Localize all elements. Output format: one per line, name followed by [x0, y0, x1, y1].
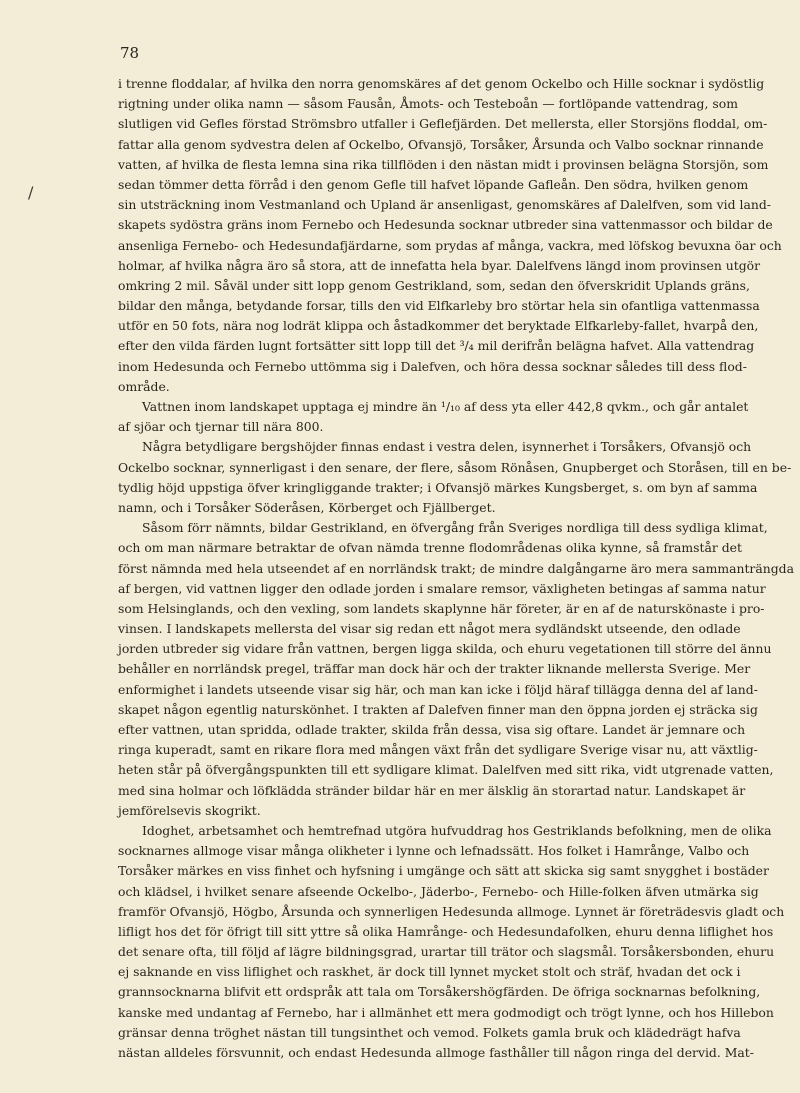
text-line: i trenne floddalar, af hvilka den norra genomskäres af det genom Ockelbo och Hille socknar i sydöstlig	[118, 76, 765, 91]
text-line: område.	[118, 378, 170, 394]
text-line: med sina holmar och löfklädda stränder bildar här en mer älsklig än storartad natur. Landskapet är	[118, 782, 746, 798]
text-line: socknarnes allmoge visar många olikheter i lynne och lefnadssätt. Hos folket i Hamrånge, Valbo och	[118, 843, 750, 859]
text-line: tydlig höjd uppstiga öfver kringliggande trakter; i Ofvansjö märkes Kungsberget, s. om byn af samma	[118, 479, 758, 495]
text-line: af sjöar och tjernar till nära 800.	[118, 419, 324, 435]
text-line: bildar den många, betydande forsar, tills den vid Elfkarleby bro störtar hela sin ofantliga vattenmassa	[118, 298, 760, 314]
text-line: gränsar denna tröghet nästan till tungsinthet och vemod. Folkets gamla bruk och klädedrägt hafva	[118, 1024, 741, 1040]
text-line: jemförelsevis skogrikt.	[118, 802, 261, 818]
margin-pencil-mark: /	[28, 183, 34, 202]
text-line: ansenliga Fernebo- och Hedesundafjärdarne, som prydas af många, vackra, med löfskog bevuxna öar och	[118, 237, 782, 253]
text-line: efter vattnen, utan spridda, odlade trakter, skilda från dessa, visa sig oftare. Landet är jemnare och	[118, 722, 746, 737]
text-line: Vattnen inom landskapet upptaga ej mindre än ¹/₁₀ af dess yta eller 442,8 qvkm., och går antalet	[142, 399, 749, 414]
text-line: jorden utbreder sig vidare från vattnen, bergen ligga skilda, och ehuru vegetationen till större del ännu	[118, 641, 772, 657]
text-line: enformighet i landets utseende visar sig här, och man kan icke i följd häraf tillägga denna del af land-	[118, 681, 758, 697]
text-line: nästan alldeles försvunnit, och endast Hedesunda allmoge fasthåller till någon ringa del dervid. Mat-	[118, 1045, 754, 1060]
text-line: skapets sydöstra gräns inom Fernebo och Hedesunda socknar utbreder sina vattenmassor och bildar de	[118, 217, 773, 233]
page-number: 78	[120, 44, 140, 62]
text-line: och klädsel, i hvilket senare afseende Ockelbo-, Jäderbo-, Fernebo- och Hille-folken äfven utmärka sig	[118, 883, 759, 899]
text-line: namn, och i Torsåker Söderåsen, Körberget och Fjällberget.	[118, 499, 496, 515]
text-line: grannsocknarna blifvit ett ordspråk att tala om Torsåkershögfärden. De öfriga socknarnas befolkning,	[118, 984, 761, 1000]
text-line: Idoghet, arbetsamhet och hemtrefnad utgöra hufvuddrag hos Gestriklands befolkning, men de olika	[142, 822, 772, 838]
text-line: kanske med undantag af Fernebo, har i allmänhet ett mera godmodigt och trögt lynne, och hos Hillebon	[118, 1004, 774, 1020]
body-text	[118, 74, 794, 1063]
text-line: slutligen vid Gefles förstad Strömsbro utfaller i Geflefjärden. Det mellersta, eller Storsjöns floddal, om-	[118, 116, 768, 132]
text-line: behåller en norrländsk pregel, träffar man dock här och der trakter liknande mellersta Sverige. Mer	[118, 661, 751, 677]
text-line: vatten, af hvilka de flesta lemna sina rika tillflöden i den nästan midt i provinsen belägna Storsjön, som	[118, 156, 769, 172]
text-line: efter den vilda färden lugnt fortsätter sitt lopp till det ³/₄ mil derifrån belägna hafvet. Alla vattendrag	[118, 338, 755, 354]
text-line: som Helsinglands, och den vexling, som landets skaplynne här företer, är en af de naturskönaste i pro-	[118, 600, 765, 616]
text-line: rigtning under olika namn — såsom Fausån, Åmots- och Testeboån — fortlöpande vattendrag, som	[118, 96, 738, 112]
text-line: utför en 50 fots, nära nog lodrät klippa och åstadkommer det beryktade Elfkarleby-fallet, hvarpå den,	[118, 318, 759, 334]
text-line: Några betydligare bergshöjder finnas endast i vestra delen, isynnerhet i Torsåkers, Ofvansjö och	[142, 439, 752, 455]
text-line: Ockelbo socknar, synnerligast i den senare, der flere, såsom Rönåsen, Gnupberget och Storåsen, till en be-	[118, 459, 792, 475]
text-line: sedan tömmer detta förråd i den genom Gefle till hafvet löpande Gafleån. Den södra, hvilken genom	[118, 176, 749, 192]
text-line: fattar alla genom sydvestra delen af Ockelbo, Ofvansjö, Torsåker, Årsunda och Valbo socknar rinnande	[118, 136, 764, 152]
text-line: först nämnda med hela utseendet af en norrländsk trakt; de mindre dalgångarne äro mera sammanträngda	[118, 560, 794, 576]
text-line: sin utsträckning inom Vestmanland och Upland är ansenligast, genomskäres af Dalelfven, som vid land-	[118, 197, 771, 213]
text-line: skapet någon egentlig naturskönhet. I trakten af Dalefven finner man den öppna jorden ej sträcka sig	[118, 701, 758, 717]
text-line: Såsom förr nämnts, bildar Gestrikland, en öfvergång från Sveriges nordliga till dess sydliga klimat,	[142, 520, 768, 536]
text-line: ej saknande en viss liflighet och raskhet, är dock till lynnet mycket stolt och sträf, hvadan det ock i	[118, 964, 741, 980]
text-line: framför Ofvansjö, Högbo, Årsunda och synnerligen Hedesunda allmoge. Lynnet är företrädesvis gladt och	[118, 903, 785, 919]
text-line: och om man närmare betraktar de ofvan nämda trenne flodområdenas olika kynne, så framstår det	[118, 540, 742, 556]
text-line: heten står på öfvergångspunkten till ett sydligare klimat. Dalelfven med sitt rika, vidt utgrenade vatten,	[118, 762, 774, 778]
text-line: ringa kuperadt, samt en rikare flora med mången växt från det sydligare Sverige visar nu, att växtlig-	[118, 742, 758, 758]
text-line: Torsåker märkes en viss finhet och hyfsning i umgänge och sätt att skicka sig samt snygghet i bostäder	[118, 863, 769, 879]
text-line: lifligt hos det för öfrigt till sitt yttre så olika Hamrånge- och Hedesundafolken, ehuru denna liflighet hos	[118, 923, 774, 939]
text-line: af bergen, vid vattnen ligger den odlade jorden i smalare remsor, växligheten betingas af samma natur	[118, 580, 766, 596]
text-line: vinsen. I landskapets mellersta del visar sig redan ett något mera sydländskt utseende, den odlade	[118, 621, 741, 637]
text-line: omkring 2 mil. Såväl under sitt lopp genom Gestrikland, som, sedan den öfverskridit Uplands gräns,	[118, 277, 750, 293]
text-line: det senare ofta, till följd af lägre bildningsgrad, urartar till trätor och slagsmål. Torsåkersbonden, ehuru	[118, 944, 775, 960]
text-line: holmar, af hvilka några äro så stora, att de innefatta hela byar. Dalelfvens längd inom provinsen utgör	[118, 257, 761, 273]
text-line: inom Hedesunda och Fernebo uttömma sig i Dalefven, och höra dessa socknar således till dess flod-	[118, 358, 747, 374]
